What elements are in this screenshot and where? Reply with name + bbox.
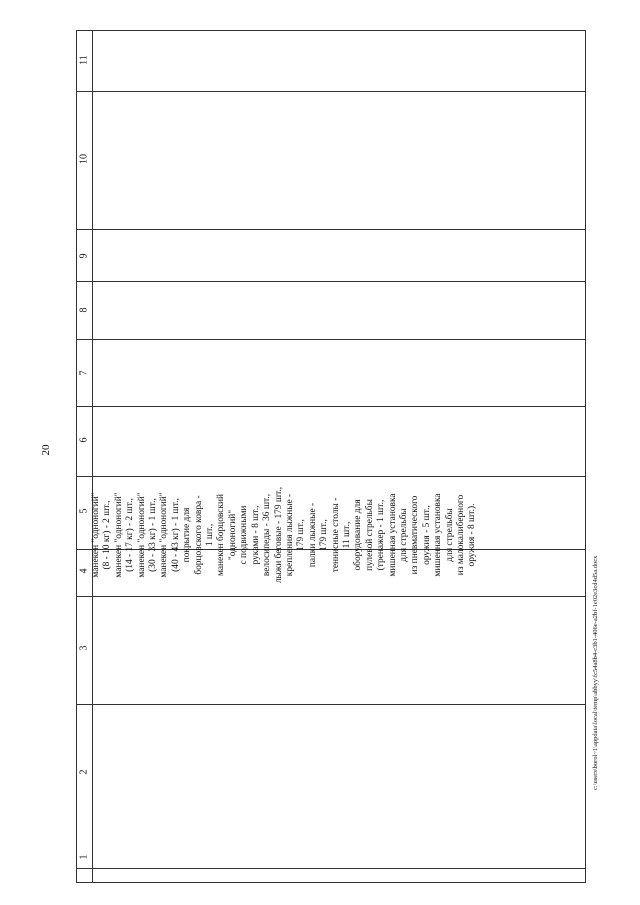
cell-line: "одноногий" <box>227 509 238 561</box>
cell-line: оружия - 5 шт., <box>421 505 432 565</box>
cell-line: велосипеды - 36 шт., <box>262 493 273 577</box>
cell-line: (8 - 10 кг) - 2 шт., <box>102 500 113 570</box>
column-divider <box>77 868 585 869</box>
column-number: 6 <box>78 437 90 443</box>
column-number: 1 <box>78 854 90 860</box>
cell-line: с подвижными <box>239 505 250 565</box>
cell-line: манекен "одноногий" <box>136 492 147 578</box>
cell-line: манекен борцовский <box>216 493 227 577</box>
column-divider <box>77 339 585 340</box>
cell-line: лыжи беговые - 179 шт., <box>273 486 284 584</box>
cell-line: 179 шт., <box>296 519 307 551</box>
column-number: 9 <box>78 253 90 259</box>
cell-line: палки лыжные - <box>307 502 318 568</box>
cell-line: (30 - 33 кг) - 1 шт., <box>148 498 159 572</box>
cell-line: 11 шт., <box>341 521 352 549</box>
cell-line: мишенная установка <box>387 493 398 577</box>
footer-file-path: c:\users\borol~1\appdata\local\temp\abbyy\fc54a8b4-c3b1-406e-a2bf-1e02e3cd4d5a.docx <box>592 555 599 790</box>
column-divider <box>77 229 585 230</box>
column-divider <box>77 91 585 92</box>
cell-line: 1 шт., <box>205 523 216 547</box>
cell-line: манекен "одноногий" <box>159 492 170 578</box>
cell-line: (14 - 17 кг) - 2 шт., <box>125 498 136 572</box>
page-number: 20 <box>40 444 52 456</box>
column-number: 10 <box>78 154 90 164</box>
cell-line: 179 шт., <box>319 519 330 551</box>
cell-line: манекен "одноногий" <box>91 492 101 578</box>
cell-line: для стрельбы <box>444 508 455 562</box>
cell-line: (40 - 43 кг) - 1 шт., <box>170 498 181 572</box>
cell-line: крепления лыжные - <box>284 493 295 577</box>
column-number: 4 <box>78 568 90 574</box>
cell-line: мишенная установка <box>433 493 444 577</box>
cell-line: из малокалиберного <box>456 494 466 576</box>
cell-line: для стрельбы <box>398 508 409 562</box>
column-number: 2 <box>78 769 90 775</box>
cell-line: руками - 8 шт., <box>250 505 261 565</box>
equipment-list-cell <box>91 345 479 725</box>
column-number: 11 <box>78 55 90 65</box>
column-number: 7 <box>78 370 90 376</box>
cell-line: пулевой стрельбы <box>364 499 375 571</box>
cell-line: покрытие для <box>182 507 193 563</box>
cell-line: борцовского ковра - <box>193 495 204 575</box>
cell-line: из пневматического <box>410 495 421 575</box>
column-number: 5 <box>78 508 90 514</box>
cell-line: оружия - 8 шт.). <box>467 503 478 567</box>
cell-line: теннисные столы - <box>330 497 341 573</box>
cell-line: манекен "одноногий" <box>113 492 124 578</box>
cell-line: (тренажер - 1 шт., <box>376 499 387 571</box>
column-number: 3 <box>78 645 90 651</box>
column-divider <box>77 281 585 282</box>
cell-line: оборудование для <box>353 499 364 571</box>
column-number: 8 <box>78 307 90 313</box>
